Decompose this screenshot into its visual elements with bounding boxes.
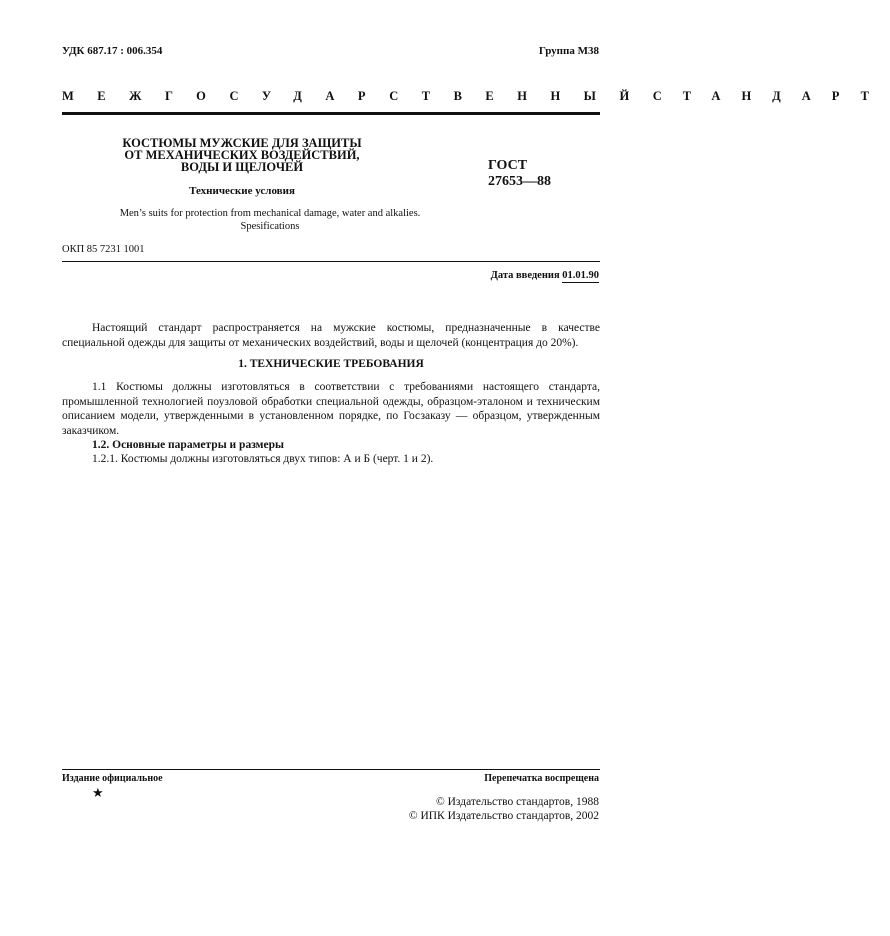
footer-rule xyxy=(62,769,600,770)
copyright-line-1: © Издательство стандартов, 1988 xyxy=(435,796,599,808)
date-label: Дата введения xyxy=(490,270,560,281)
section-heading: 1. ТЕХНИЧЕСКИЕ ТРЕБОВАНИЯ xyxy=(238,358,424,370)
english-title-line-1: Men’s suits for protection from mechanical damage, water and alkalies. xyxy=(119,208,421,219)
title-line-3: ВОДЫ И ЩЕЛОЧЕЙ xyxy=(180,160,304,174)
gost-designation xyxy=(488,158,551,190)
standard-banner xyxy=(62,89,890,104)
header-rule xyxy=(62,112,600,115)
date-value: 01.01.90 xyxy=(562,270,599,281)
banner-word-standard: СТАНДАРТ xyxy=(652,89,890,103)
introduction-date xyxy=(491,270,599,281)
udk-code: УДК 687.17 : 006.354 xyxy=(62,45,163,57)
paragraph-1-2-1: 1.2.1. Костюмы должны изготовляться двух типов: А и Б (черт. 1 и 2). xyxy=(92,453,434,465)
official-edition: Издание официальное xyxy=(62,773,163,784)
group-code: Группа М38 xyxy=(538,45,599,57)
gost-number: 27653—88 xyxy=(488,174,551,189)
copyright-block xyxy=(409,796,599,823)
gost-label: ГОСТ xyxy=(488,158,528,173)
english-title-line-2: Spesifications xyxy=(240,221,300,232)
okp-rule xyxy=(62,261,600,262)
banner-word-interstate: МЕЖГОСУДАРСТВЕННЫЙ xyxy=(62,89,653,103)
paragraph-1-2-heading: 1.2. Основные параметры и размеры xyxy=(92,439,284,451)
paragraph-1-1: 1.1 Костюмы должны изготовляться в соответствии с требованиями настоящего стандарта, промышленной технологией поузловой обработки специальной одежды, образцом-эталоном и техническим описанием модели, утвержденными в установленном порядке, по Госзаказу — образцом, утвержденным заказчиком. xyxy=(62,381,600,437)
okp-code: ОКП 85 7231 1001 xyxy=(62,244,145,255)
reprint-prohibited: Перепечатка воспрещена xyxy=(484,773,599,784)
star-icon: ★ xyxy=(92,785,104,800)
english-title xyxy=(62,207,478,233)
title-line-1: КОСТЮМЫ МУЖСКИЕ ДЛЯ ЗАЩИТЫ xyxy=(122,136,362,150)
document-title xyxy=(62,137,422,173)
document-subtitle: Технические условия xyxy=(189,185,295,197)
copyright-line-2: © ИПК Издательство стандартов, 2002 xyxy=(408,809,599,822)
title-line-2: ОТ МЕХАНИЧЕСКИХ ВОЗДЕЙСТВИЙ, xyxy=(124,148,360,162)
intro-paragraph: Настоящий стандарт распространяется на мужские костюмы, предназначенные в качестве специальной одежды для защиты от механических воздействий, воды и щелочей (концентрация до 20%). xyxy=(62,322,600,349)
